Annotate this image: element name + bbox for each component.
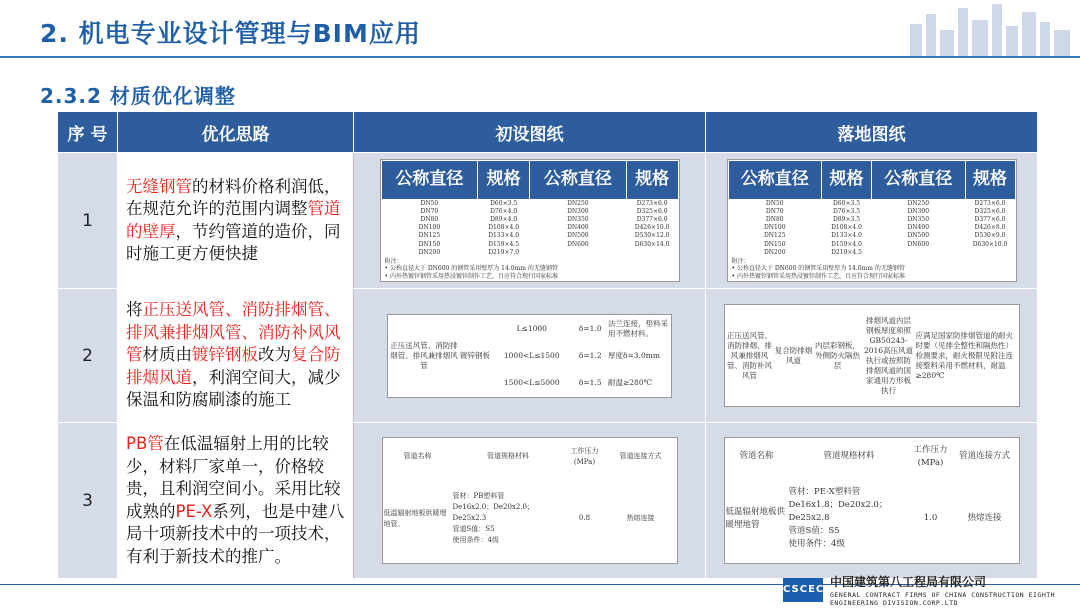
duct-spec: 应满足国家防排烟管道的耐火时要（见排全整性和隔热性）检测要求，耐火极限见附注连接整料采用不燃材料，耐温≥280℃ [915, 306, 1018, 406]
duct-size: 1500<L≤5000 [491, 369, 573, 396]
pipe-notes [381, 257, 679, 282]
grid-cell: DN150 [728, 240, 822, 248]
grid-cell: D630×10.0 [965, 240, 1015, 248]
grid-cell: D630×14.0 [626, 240, 678, 248]
final-drawing-cell [706, 289, 1038, 423]
grid-cell: D426×10.0 [626, 224, 678, 232]
grid-cell: DN80 [381, 215, 478, 223]
body-text: ，利润空间大，减少保温和防腐刷漆的施工 [126, 367, 341, 410]
header-final-drawing: 落地图纸 [706, 112, 1038, 153]
duct-thickness: δ=1.2 [573, 342, 608, 369]
duct-note: 耐温≥280℃ [608, 369, 671, 396]
duct-note: 厚度δ=3.0mm [608, 342, 671, 369]
pipe-spec-table-final [727, 159, 1017, 283]
note-line: • 公称直径大于 DN600 的钢管采用壁厚为 14.0mm 的无缝钢管 [731, 265, 905, 273]
grid-cell: D60×3.5 [478, 199, 530, 207]
body-text: 材质由 [142, 345, 192, 365]
duct-standard: 排烟风道内层钢板厚度须照GB50243-2016高压风道执行或按照防排烟风道的国家通用方形板执行 [862, 306, 915, 406]
idea-cell [118, 423, 354, 579]
grid-cell: DN250 [872, 199, 966, 207]
row-number: 1 [58, 153, 118, 289]
highlight-text: PE-X [175, 501, 213, 521]
grid-header: 公称直径 [728, 160, 822, 199]
final-drawing-cell [706, 423, 1038, 579]
duct-layers: 内层彩钢板，外侧防火隔热层 [813, 306, 862, 406]
grid-cell: D89×4.0 [478, 215, 530, 223]
grid-cell [626, 248, 678, 256]
grid-cell: DN500 [529, 232, 626, 240]
grid-header: 公称直径 [529, 160, 626, 199]
pb-material: 使用条件：4级 [452, 536, 499, 544]
body-text: 系列，也是中建八局十项新技术中的一项技术，有利于新技术的推广。 [126, 501, 345, 566]
duct-size: 1000<L≤1500 [491, 342, 573, 369]
pb-header: 工作压力(MPa) [564, 439, 605, 475]
note-line: • 公称直径大于 DN600 的钢管采用壁厚为 14.0mm 的无缝钢管 [384, 265, 558, 273]
pipe-notes [728, 257, 1016, 282]
grid-cell: DN70 [381, 207, 478, 215]
grid-cell: DN200 [381, 248, 478, 256]
duct-thickness: δ=1.0 [573, 315, 608, 342]
grid-cell [529, 248, 626, 256]
grid-cell: DN200 [728, 248, 822, 256]
highlight-text: 复合防排烟风道 [126, 345, 341, 387]
grid-cell [872, 248, 966, 256]
grid-cell: D89×3.5 [822, 215, 872, 223]
pipe-grid [728, 160, 1016, 257]
grid-cell: DN100 [728, 224, 822, 232]
grid-cell: DN50 [728, 199, 822, 207]
initial-drawing-cell [354, 423, 706, 579]
note-line: • 内外热镀锌钢管采用热浸镀锌制作工艺，且应符合现行国家标准 [384, 272, 558, 280]
pb-connection: 热熔连接 [951, 475, 1018, 563]
pb-header: 管道连接方式 [951, 439, 1018, 475]
body-text: 在低温辐射上用的比较少，材料厂家单一，价格较贵，且利润空间小。采用比较成熟的 [126, 434, 341, 521]
duct-size: L≤1000 [491, 315, 573, 342]
grid-cell: DN500 [872, 232, 966, 240]
note-line: 附注： [384, 257, 403, 265]
grid-cell: D530×9.0 [965, 232, 1015, 240]
initial-drawing-cell [354, 153, 706, 289]
grid-cell: D133×4.0 [822, 232, 872, 240]
company-logo: CSCEC [783, 578, 823, 602]
grid-cell: D159×4.5 [478, 240, 530, 248]
grid-cell: DN250 [529, 199, 626, 207]
grid-cell: D325×6.0 [626, 207, 678, 215]
idea-text [118, 176, 353, 266]
body-text: 的材料价格利润低，在规范允许的范围内调整 [126, 176, 341, 218]
comparison-table [57, 111, 1038, 579]
pipe-grid [381, 160, 679, 257]
grid-cell: DN100 [381, 224, 478, 232]
grid-cell: D325×6.0 [965, 207, 1015, 215]
initial-drawing-cell [354, 289, 706, 423]
pb-header: 管道连接方式 [605, 439, 676, 475]
grid-header: 规格 [478, 160, 530, 199]
grid-cell: D108×4.0 [478, 224, 530, 232]
body-text: 改为 [258, 345, 291, 365]
pb-header: 管道名称 [725, 439, 788, 475]
grid-cell: DN400 [529, 224, 626, 232]
grid-cell: DN125 [381, 232, 478, 240]
grid-header: 规格 [626, 160, 678, 199]
city-skyline-icon [900, 0, 1080, 56]
grid-cell: D76×3.5 [822, 207, 872, 215]
grid-header: 公称直径 [872, 160, 966, 199]
highlight-text: 无缝钢管 [126, 176, 192, 196]
pb-material: De16x2.0；De20x2.0；De25x2.3 [452, 503, 534, 522]
grid-cell: DN600 [529, 240, 626, 248]
duct-system: 正压送风管、消防排烟、排风兼排烟风管、消防补风风管 [725, 306, 774, 406]
grid-cell: DN70 [728, 207, 822, 215]
pb-material: 管材：PB塑料管 [452, 492, 505, 500]
pb-pipe-name: 低温辐射地板供暖埋地管、 [383, 475, 452, 563]
grid-cell: DN150 [381, 240, 478, 248]
slide-title: 2. 机电专业设计管理与BIM应用 [40, 19, 421, 48]
duct-spec-table-initial [387, 314, 672, 398]
note-line: 附注： [731, 257, 750, 265]
grid-cell [965, 248, 1015, 256]
row-number: 3 [58, 423, 118, 579]
grid-cell: D76×4.0 [478, 207, 530, 215]
pb-material: De16x1.8；De20x2.0；De25x2.8 [788, 500, 888, 523]
pb-material: 管道S值：S5 [452, 525, 495, 533]
pb-pipe-table-final [724, 437, 1020, 564]
grid-cell: DN600 [872, 240, 966, 248]
pb-header: 工作压力(MPa) [910, 439, 951, 475]
grid-header: 规格 [965, 160, 1015, 199]
section-subtitle: 2.3.2 材质优化调整 [40, 84, 236, 108]
pb-connection: 热熔连接 [605, 475, 676, 563]
grid-cell: D377×6.0 [626, 215, 678, 223]
grid-cell: DN300 [529, 207, 626, 215]
highlight-text: 正压送风管、消防排烟管、排风兼排烟风管、消防补风风管 [126, 300, 341, 365]
note-line: • 内外热镀锌钢管采用热浸镀锌制作工艺，且应符合现行国家标准 [731, 272, 905, 280]
pipe-spec-table-initial [380, 159, 680, 283]
grid-cell: DN80 [728, 215, 822, 223]
grid-cell: D159×4.0 [822, 240, 872, 248]
pb-material: 管道S值：S5 [788, 526, 840, 536]
idea-cell [118, 153, 354, 289]
grid-cell: D426×8.0 [965, 224, 1015, 232]
row-number: 2 [58, 289, 118, 423]
grid-cell: DN400 [872, 224, 966, 232]
grid-cell: D60×3.5 [822, 199, 872, 207]
pb-material: 管材：PE-X塑料管 [788, 487, 861, 497]
grid-cell: DN300 [872, 207, 966, 215]
company-name-cn: 中国建筑第八工程局有限公司 [830, 575, 987, 589]
duct-material: 镀锌钢板 [460, 315, 491, 396]
idea-text [118, 433, 353, 568]
duct-thickness: δ=1.5 [573, 369, 608, 396]
grid-cell: D219×4.5 [822, 248, 872, 256]
pb-header: 管道规格材料 [788, 439, 910, 475]
company-name-en: GENERAL CONTRACT FIRMS OF CHINA CONSTRUCTION EIGHTH ENGINEERING DIVISION.CORP.LTD [830, 591, 1056, 607]
grid-cell: D219×7.0 [478, 248, 530, 256]
pb-pressure: 1.0 [910, 475, 951, 563]
idea-cell [118, 289, 354, 423]
pb-pressure: 0.8 [564, 475, 605, 563]
duct-material: 复合防排烟风道 [774, 306, 813, 406]
final-drawing-cell [706, 153, 1038, 289]
body-text: 将 [126, 300, 143, 320]
duct-system: 正压送风管、消防排烟管、排风兼排烟风管 [389, 315, 460, 396]
grid-cell: DN350 [872, 215, 966, 223]
title-underline [0, 56, 1080, 58]
pb-header: 管道名称 [383, 439, 452, 475]
header-no: 序 号 [58, 112, 118, 153]
grid-cell: DN50 [381, 199, 478, 207]
grid-cell: DN125 [728, 232, 822, 240]
grid-cell: D377×6.0 [965, 215, 1015, 223]
grid-header: 公称直径 [381, 160, 478, 199]
header-initial-drawing: 初设图纸 [354, 112, 706, 153]
grid-cell: D273×6.0 [626, 199, 678, 207]
body-text: ，节约管道的造价，同时施工更方便快捷 [126, 221, 341, 263]
grid-cell: D133×4.0 [478, 232, 530, 240]
grid-cell: D530×12.0 [626, 232, 678, 240]
pb-pipe-name: 低温辐射地板供暖埋地管 [725, 475, 788, 563]
grid-header: 规格 [822, 160, 872, 199]
duct-spec-table-final [724, 304, 1020, 407]
pb-header: 管道规格材料 [452, 439, 564, 475]
duct-note: 法兰连接，垫料采用不燃材料。 [608, 315, 671, 342]
grid-cell: D273×6.0 [965, 199, 1015, 207]
pb-material: 使用条件：4级 [788, 539, 845, 549]
pb-pipe-table-initial [382, 437, 678, 564]
highlight-text: 镀锌钢板 [192, 345, 258, 365]
grid-cell: D108×4.0 [822, 224, 872, 232]
grid-cell: DN350 [529, 215, 626, 223]
header-idea: 优化思路 [118, 112, 354, 153]
idea-text [118, 299, 353, 412]
highlight-text: 管道的壁厚 [126, 199, 341, 241]
highlight-text: PB管 [126, 434, 164, 453]
